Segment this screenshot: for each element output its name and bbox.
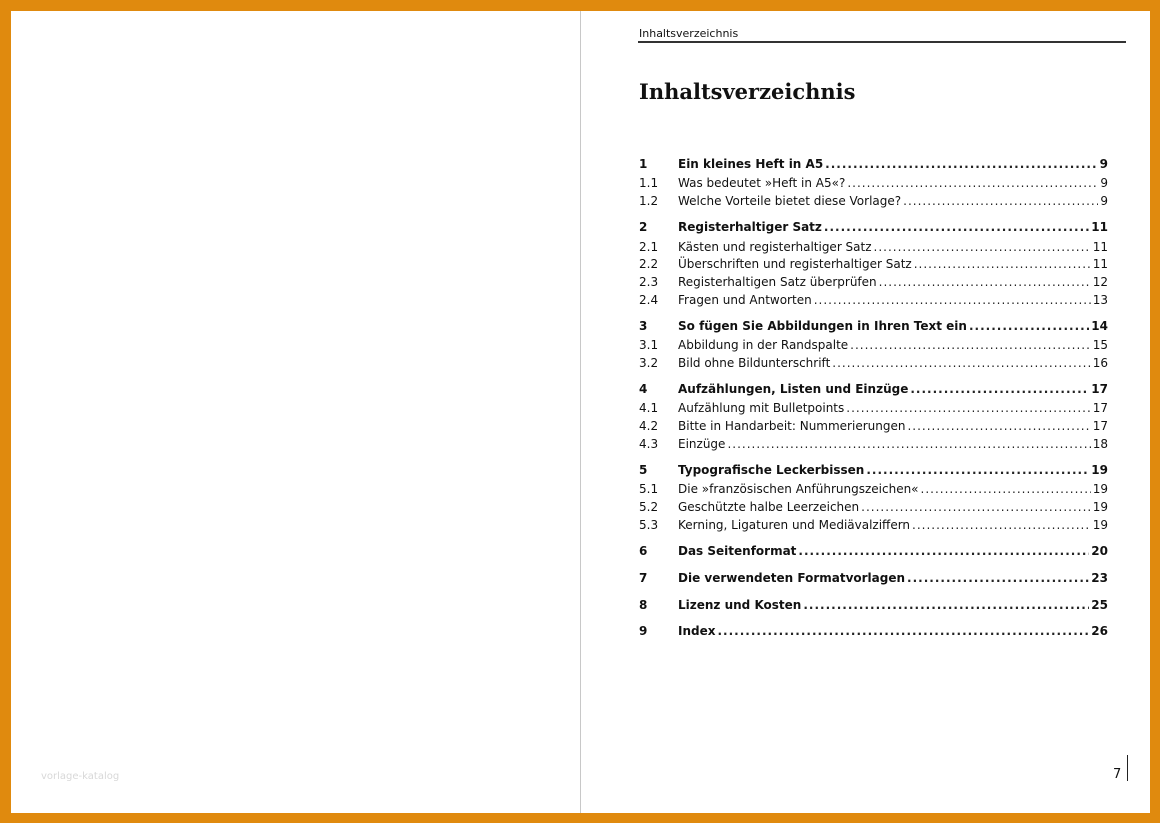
toc-entry-label: Die verwendeten Formatvorlagen	[678, 571, 906, 585]
toc-dot-leader	[824, 220, 1089, 234]
toc-entry-label: Die »französischen Anführungszeichen«	[678, 482, 919, 496]
toc-entry-number: 4.1	[639, 401, 659, 415]
toc-entry-page: 11	[1091, 220, 1108, 234]
toc-section-entry[interactable]	[639, 437, 1108, 455]
toc-entry-number: 2	[639, 220, 648, 234]
toc-dot-leader	[814, 293, 1091, 307]
toc-entry-page: 18	[1092, 437, 1108, 451]
toc-dot-leader	[914, 257, 1091, 271]
toc-entry-label: Aufzählungen, Listen und Einzüge	[678, 382, 909, 396]
toc-dot-leader	[903, 194, 1098, 208]
toc-dot-leader	[969, 319, 1089, 333]
toc-chapter-entry[interactable]	[639, 624, 1108, 642]
right-page	[581, 11, 1150, 813]
page-number: 7	[1113, 767, 1122, 782]
toc-entry-number: 3.1	[639, 338, 659, 352]
toc-entry-page: 9	[1099, 157, 1108, 171]
toc-entry-page: 13	[1092, 293, 1108, 307]
toc-entry-page: 12	[1092, 275, 1108, 289]
toc-entry-label: So fügen Sie Abbildungen in Ihren Text ein	[678, 319, 967, 333]
toc-section-entry[interactable]	[639, 338, 1108, 356]
toc-entry-page: 16	[1092, 356, 1108, 370]
toc-entry-number: 6	[639, 544, 648, 558]
toc-dot-leader	[825, 157, 1097, 171]
toc-chapter-entry[interactable]	[639, 463, 1108, 481]
toc-section-entry[interactable]	[639, 293, 1108, 311]
toc-entry-label: Ein kleines Heft in A5	[678, 157, 824, 171]
toc-entry-number: 2.1	[639, 240, 659, 254]
toc-entry-label: Lizenz und Kosten	[678, 598, 802, 612]
header-rule	[638, 41, 1126, 43]
toc-dot-leader	[874, 240, 1091, 254]
watermark-text: vorlage-katalog	[41, 771, 120, 782]
toc-entry-number: 1	[639, 157, 648, 171]
toc-entry-label: Was bedeutet »Heft in A5«?	[678, 176, 846, 190]
toc-entry-page: 17	[1092, 419, 1108, 433]
toc-entry-page: 9	[1100, 194, 1108, 208]
toc-entry-label: Index	[678, 624, 716, 638]
toc-dot-leader	[832, 356, 1090, 370]
toc-entry-number: 5	[639, 463, 648, 477]
toc-entry-page: 19	[1092, 518, 1108, 532]
toc-section-entry[interactable]	[639, 240, 1108, 258]
page-number-bar	[1127, 755, 1128, 781]
left-page	[11, 11, 580, 813]
toc-entry-page: 19	[1092, 500, 1108, 514]
toc-entry-label: Einzüge	[678, 437, 726, 451]
toc-section-entry[interactable]	[639, 356, 1108, 374]
toc-entry-number: 5.1	[639, 482, 659, 496]
toc-entry-label: Kästen und registerhaltiger Satz	[678, 240, 872, 254]
toc-dot-leader	[850, 338, 1091, 352]
toc-entry-number: 2.3	[639, 275, 659, 289]
toc-entry-page: 19	[1092, 482, 1108, 496]
toc-entry-page: 11	[1092, 240, 1108, 254]
page-title: Inhaltsverzeichnis	[639, 79, 856, 104]
toc-entry-page: 23	[1091, 571, 1108, 585]
toc-entry-page: 19	[1091, 463, 1108, 477]
toc-entry-number: 5.2	[639, 500, 659, 514]
toc-dot-leader	[727, 437, 1090, 451]
toc-entry-number: 4	[639, 382, 648, 396]
toc-entry-label: Welche Vorteile bietet diese Vorlage?	[678, 194, 902, 208]
toc-dot-leader	[798, 544, 1089, 558]
toc-entry-number: 5.3	[639, 518, 659, 532]
toc-section-entry[interactable]	[639, 482, 1108, 500]
toc-section-entry[interactable]	[639, 176, 1108, 194]
toc-section-entry[interactable]	[639, 194, 1108, 212]
toc-dot-leader	[717, 624, 1089, 638]
toc-entry-label: Überschriften und registerhaltiger Satz	[678, 257, 912, 271]
toc-entry-number: 3.2	[639, 356, 659, 370]
toc-entry-label: Bitte in Handarbeit: Nummerierungen	[678, 419, 906, 433]
toc-section-entry[interactable]	[639, 275, 1108, 293]
toc-entry-page: 20	[1091, 544, 1108, 558]
toc-dot-leader	[912, 518, 1091, 532]
toc-dot-leader	[846, 401, 1090, 415]
toc-section-entry[interactable]	[639, 518, 1108, 536]
toc-section-entry[interactable]	[639, 257, 1108, 275]
toc-dot-leader	[861, 500, 1091, 514]
toc-chapter-entry[interactable]	[639, 598, 1108, 616]
toc-entry-label: Aufzählung mit Bulletpoints	[678, 401, 845, 415]
toc-entry-label: Das Seitenformat	[678, 544, 797, 558]
toc-entry-label: Typografische Leckerbissen	[678, 463, 865, 477]
toc-entry-label: Registerhaltiger Satz	[678, 220, 822, 234]
toc-entry-label: Kerning, Ligaturen und Mediävalziffern	[678, 518, 911, 532]
toc-chapter-entry[interactable]	[639, 382, 1108, 400]
toc-entry-page: 25	[1091, 598, 1108, 612]
toc-dot-leader	[910, 382, 1089, 396]
toc-entry-number: 2.2	[639, 257, 659, 271]
toc-entry-page: 26	[1091, 624, 1108, 638]
toc-entry-label: Registerhaltigen Satz überprüfen	[678, 275, 877, 289]
toc-entry-number: 4.3	[639, 437, 659, 451]
toc-chapter-entry[interactable]	[639, 220, 1108, 238]
toc-entry-label: Geschützte halbe Leerzeichen	[678, 500, 860, 514]
toc-entry-number: 7	[639, 571, 648, 585]
toc-entry-number: 1.2	[639, 194, 659, 208]
toc-dot-leader	[879, 275, 1091, 289]
toc-dot-leader	[907, 571, 1089, 585]
toc-section-entry[interactable]	[639, 401, 1108, 419]
toc-section-entry[interactable]	[639, 419, 1108, 437]
toc-entry-page: 17	[1092, 401, 1108, 415]
toc-entry-number: 4.2	[639, 419, 659, 433]
toc-entry-number: 3	[639, 319, 648, 333]
toc-entry-number: 1.1	[639, 176, 659, 190]
toc-chapter-entry[interactable]	[639, 157, 1108, 175]
toc-section-entry[interactable]	[639, 500, 1108, 518]
toc-entry-page: 14	[1091, 319, 1108, 333]
toc-entry-page: 17	[1091, 382, 1108, 396]
toc-dot-leader	[866, 463, 1089, 477]
toc-entry-number: 8	[639, 598, 648, 612]
toc-entry-page: 9	[1100, 176, 1108, 190]
toc-entry-number: 9	[639, 624, 648, 638]
toc-entry-label: Abbildung in der Randspalte	[678, 338, 849, 352]
toc-dot-leader	[907, 419, 1090, 433]
toc-chapter-entry[interactable]	[639, 571, 1108, 589]
toc-entry-label: Bild ohne Bildunterschrift	[678, 356, 831, 370]
toc-dot-leader	[847, 176, 1098, 190]
toc-entry-label: Fragen und Antworten	[678, 293, 812, 307]
toc-entry-number: 2.4	[639, 293, 659, 307]
toc-dot-leader	[803, 598, 1089, 612]
toc-dot-leader	[921, 482, 1091, 496]
running-head: Inhaltsverzeichnis	[639, 27, 739, 40]
toc-chapter-entry[interactable]	[639, 544, 1108, 562]
toc-entry-page: 15	[1092, 338, 1108, 352]
book-spread	[11, 11, 1150, 813]
toc-chapter-entry[interactable]	[639, 319, 1108, 337]
toc-entry-page: 11	[1092, 257, 1108, 271]
